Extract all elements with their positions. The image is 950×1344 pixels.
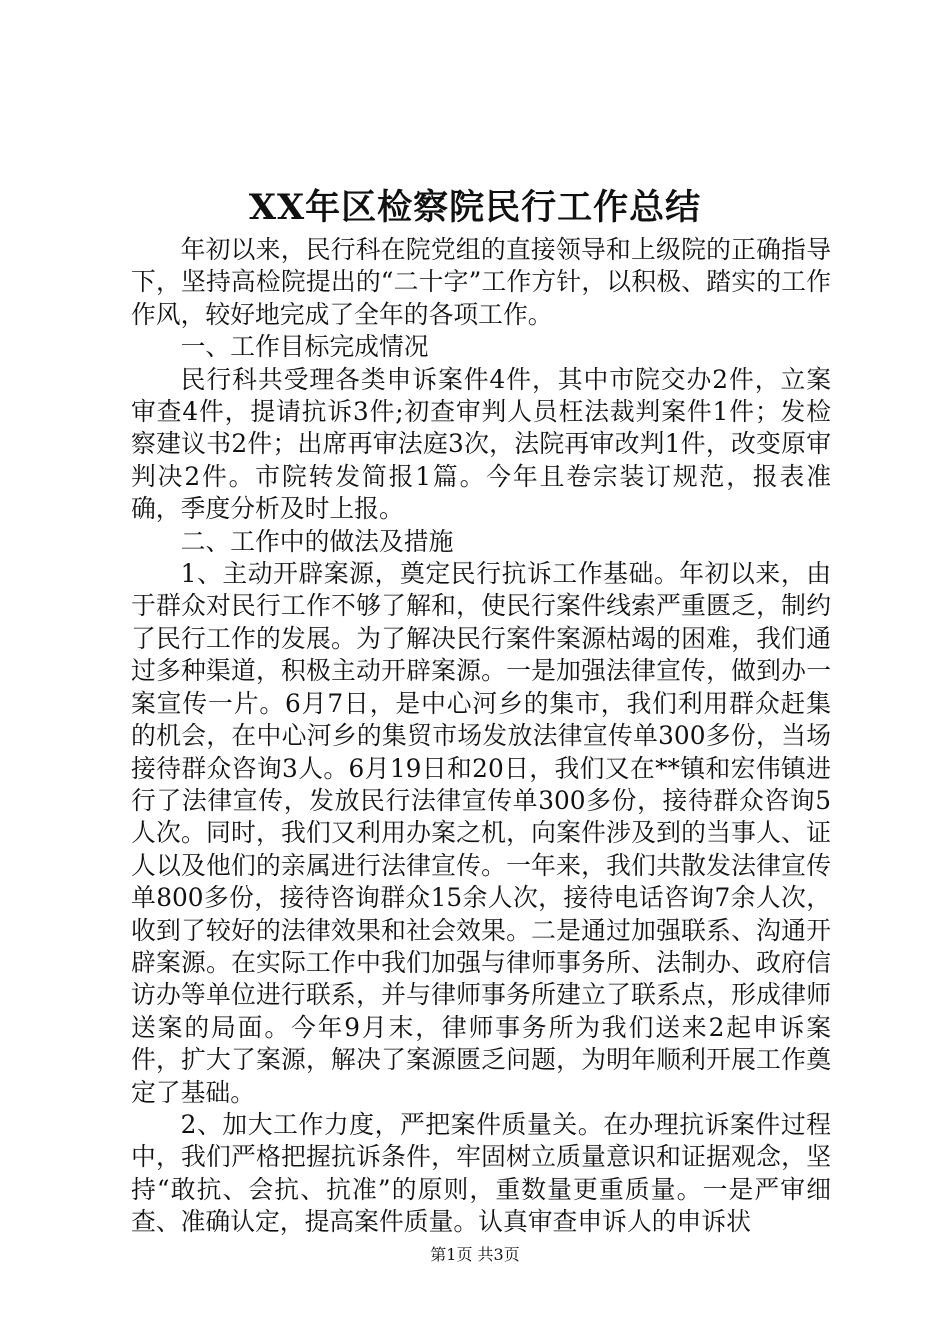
paragraph-measure-2: 2、加大工作力度，严把案件质量关。在办理抗诉案件过程中，我们严格把握抗诉条件，牢固树立质量意识和证据观念，坚持“敢抗、会抗、抗准”的原则，重数量更重质量。一是严审细查、准确认定，提高案件质量。认真审查申诉人的申诉状 bbox=[131, 1109, 831, 1237]
page-footer: 第1页 共3页 bbox=[430, 1245, 520, 1264]
paragraph-goals: 民行科共受理各类申诉案件4件，其中市院交办2件，立案审查4件，提请抗诉3件;初查审判人员枉法裁判案件1件；发检察建议书2件；出席再审法庭3次，法院再审改判1件，改变原审判决2件。市院转发简报1篇。今年且卷宗装订规范，报表准确，季度分析及时上报。 bbox=[131, 364, 831, 524]
paragraph-measure-1: 1、主动开辟案源，奠定民行抗诉工作基础。年初以来，由于群众对民行工作不够了解和，使民行案件线索严重匮乏，制约了民行工作的发展。为了解决民行案件案源枯竭的困难，我们通过多种渠道，积极主动开辟案源。一是加强法律宣传，做到办一案宣传一片。6月7日，是中心河乡的集市，我们利用群众赶集的机会，在中心河乡的集贸市场发放法律宣传单300多份，当场接待群众咨询3人。6月19日和20日，我们又在**镇和宏伟镇进行了法律宣传，发放民行法律宣传单300多份，接待群众咨询5人次。同时，我们又利用办案之机，向案件涉及到的当事人、证人以及他们的亲属进行法律宣传。一年来，我们共散发法律宣传单800多份，接待咨询群众15余人次，接待电话咨询7余人次，收到了较好的法律效果和社会效果。二是通过加强联系、沟通开辟案源。在实际工作中我们加强与律师事务所、法制办、政府信访办等单位进行联系，并与律师事务所建立了联系点，形成律师送案的局面。今年9月末，律师事务所为我们送来2起申诉案件，扩大了案源，解决了案源匮乏问题，为明年顺利开展工作奠定了基础。 bbox=[131, 559, 831, 1107]
document-body bbox=[131, 234, 831, 1239]
section-heading-measures: 二、工作中的做法及措施 bbox=[180, 526, 454, 556]
section-heading-goals: 一、工作目标完成情况 bbox=[180, 332, 429, 362]
paragraph-intro: 年初以来，民行科在院党组的直接领导和上级院的正确指导下，坚持高检院提出的“二十字”工作方针，以积极、踏实的工作作风，较好地完成了全年的各项工作。 bbox=[131, 235, 831, 329]
document-title: XX年区检察院民行工作总结 bbox=[248, 187, 702, 228]
